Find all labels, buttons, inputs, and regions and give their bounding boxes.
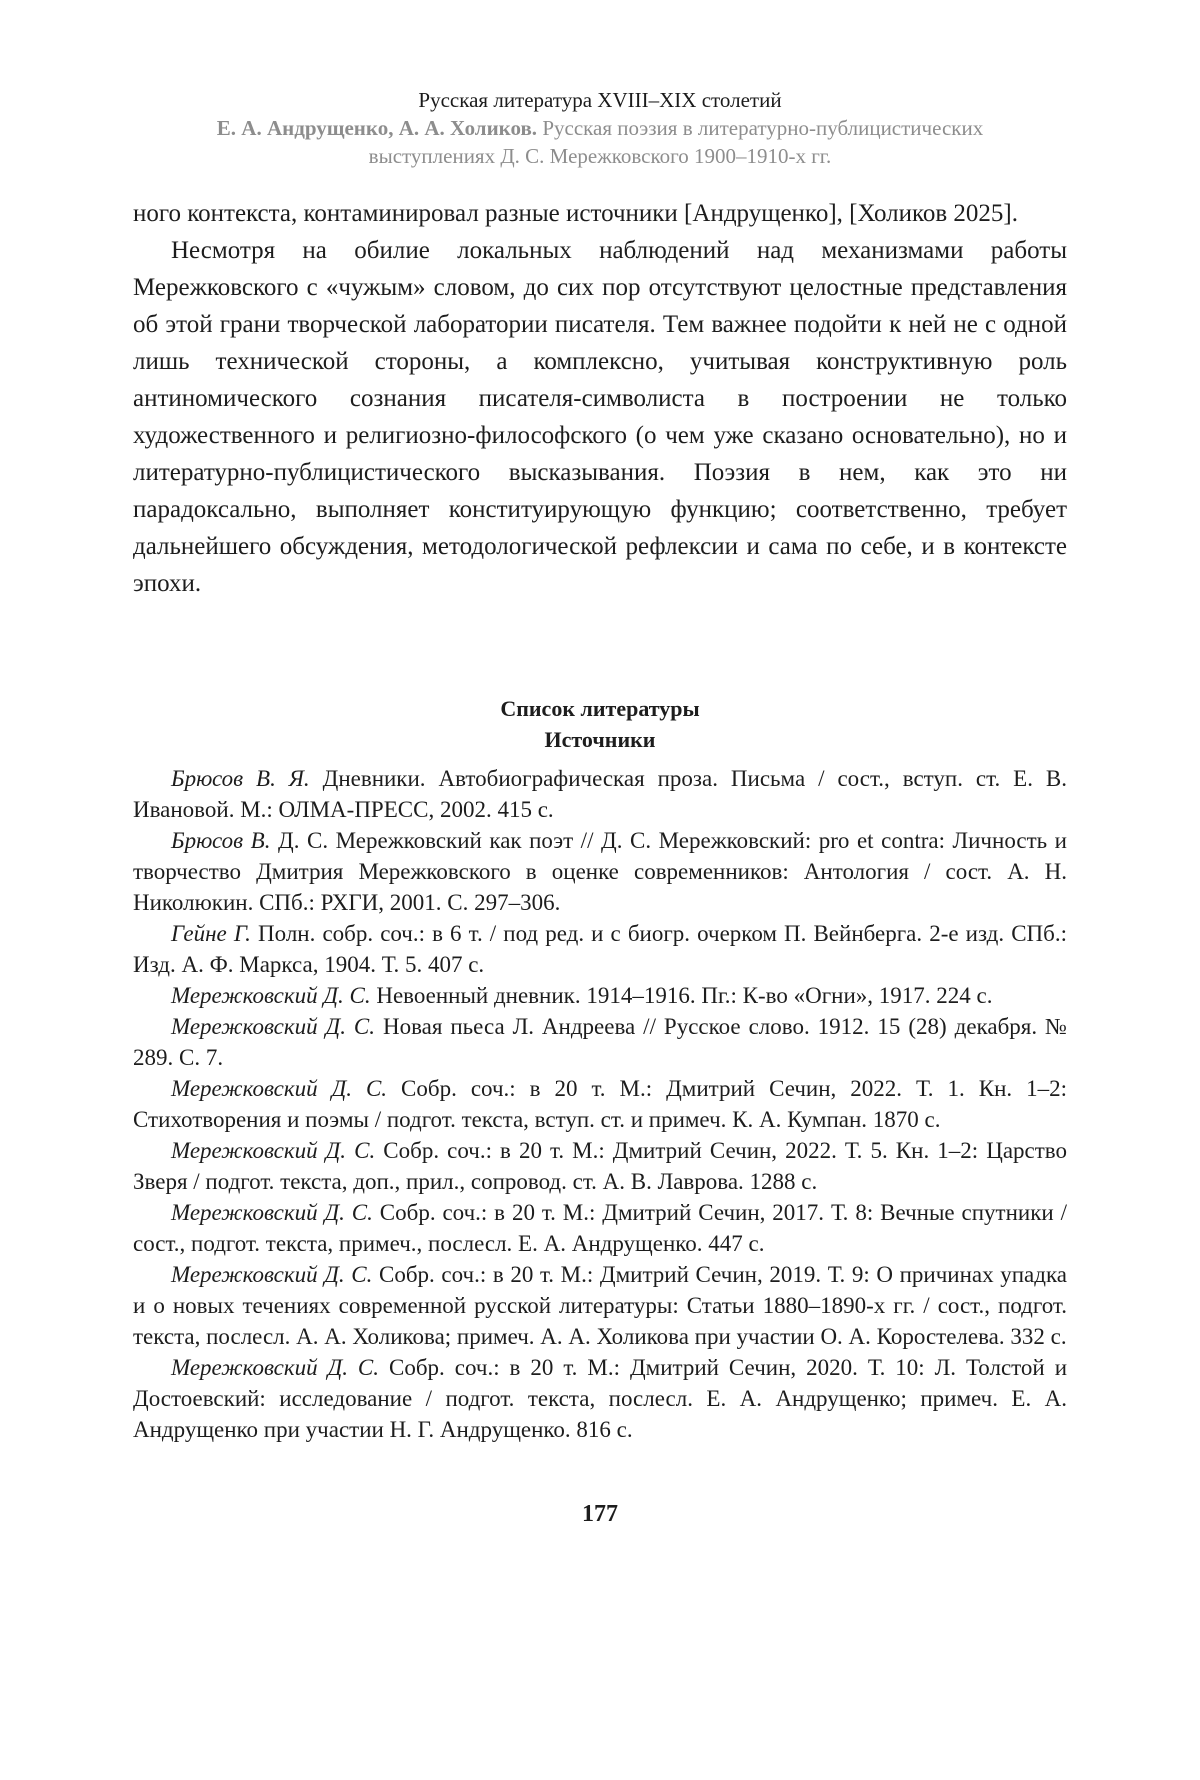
bibliography-item-text: Собр. соч.: в 20 т. М.: Дмитрий Сечин, 2019. Т. 9: О причинах упадка и о новых течениях современной русской литературы: Статьи 1880–1890-х гг. / сост., подгот. текста, послесл. А. А. Холикова; примеч. А. А. Холикова при участии О. А. Коростелева. 332 с.: [133, 1262, 1068, 1349]
bibliography-list: [133, 763, 1067, 1445]
bibliography-item-text: Новая пьеса Л. Андреева // Русское слово. 1912. 15 (28) декабря. № 289. С. 7.: [133, 1014, 1067, 1070]
bibliography-item-author: Гейне Г.: [171, 921, 251, 946]
bibliography-item-text: Дневники. Автобиографическая проза. Письма / сост., вступ. ст. Е. В. Ивановой. М.: ОЛМА-ПРЕСС, 2002. 415 с.: [133, 766, 1067, 822]
bibliography-item-author: Мережковский Д. С.: [171, 1200, 373, 1225]
bibliography-item: [133, 980, 1067, 1011]
header-authors: Е. А. Андрущенко, А. А. Холиков.: [216, 116, 538, 140]
bibliography-item: [133, 1352, 1067, 1445]
header-book-title: Русская литература XVIII–XIX столетий: [418, 88, 782, 112]
header-article-title-part1: Русская поэзия в литературно-публицистических: [537, 116, 984, 140]
bibliography-item-author: Мережковский Д. С.: [171, 1138, 376, 1163]
paragraph-continued: ного контекста, контаминировал разные источники [Андрущенко], [Холиков 2025].: [133, 200, 1018, 227]
page-number: 177: [582, 1501, 618, 1527]
bibliography-item: [133, 1011, 1067, 1073]
bibliography-item: [133, 918, 1067, 980]
bibliography-subsection-title: Источники: [544, 727, 656, 752]
bibliography-item-text: Д. С. Мережковский как поэт // Д. С. Мережковский: pro et contra: Личность и творчество Дмитрия Мережковского в оценке современников: Антология / сост. А. Н. Николюкин. СПб.: РХГИ, 2001. С. 297–306.: [133, 828, 1067, 915]
bibliography-item-text: Полн. собр. соч.: в 6 т. / под ред. и с биогр. очерком П. Вейнберга. 2-е изд. СПб.: Изд. А. Ф. Маркса, 1904. Т. 5. 407 с.: [133, 921, 1067, 977]
bibliography-item-text: Собр. соч.: в 20 т. М.: Дмитрий Сечин, 2022. Т. 5. Кн. 1–2: Царство Зверя / подгот. текста, доп., прил., сопровод. ст. А. В. Лаврова. 1288 с.: [133, 1138, 1068, 1194]
bibliography-item-author: Мережковский Д. С.: [171, 1076, 388, 1101]
bibliography-item-text: Собр. соч.: в 20 т. М.: Дмитрий Сечин, 2022. Т. 1. Кн. 1–2: Стихотворения и поэмы / подгот. текста, вступ. ст. и примеч. К. А. Кумпан. 1870 с.: [133, 1076, 1068, 1132]
bibliography-item-author: Брюсов В.: [171, 828, 271, 853]
article-body: [133, 195, 1067, 1445]
bibliography-item-text: Собр. соч.: в 20 т. М.: Дмитрий Сечин, 2017. Т. 8: Вечные спутники / сост., подгот. текста, примеч., послесл. Е. А. Андрущенко. 447 с.: [133, 1200, 1067, 1256]
header-article-title-part2: выступлениях Д. С. Мережковского 1900–1910-х гг.: [368, 144, 832, 168]
bibliography-item-text: Невоенный дневник. 1914–1916. Пг.: К-во «Огни», 1917. 224 с.: [370, 983, 993, 1008]
paragraph: Несмотря на обилие локальных наблюдений над механизмами работы Мережковского с «чужым» словом, до сих пор отсутствуют целостные представления об этой грани творческой лаборатории писателя. Тем важнее подойти к ней не с одной лишь технической стороны, а комплексно, учитывая конструктивную роль антиномического сознания писателя-символиста в построении не только художественного и религиозно-философского (о чем уже сказано основательно), но и литературно-публицистического высказывания. Поэзия в нем, как это ни парадоксально, выполняет конституирующую функцию; соответственно, требует дальнейшего обсуждения, методологической рефлексии и сама по себе, и в контексте эпохи.: [133, 237, 1067, 597]
bibliography-item-author: Мережковский Д. С.: [171, 1355, 380, 1380]
running-header: [133, 86, 1067, 170]
bibliography-item: [133, 1197, 1067, 1259]
bibliography-item: [133, 825, 1067, 918]
bibliography-item: [133, 1135, 1067, 1197]
bibliography-item-author: Мережковский Д. С.: [171, 1262, 373, 1287]
bibliography-item-text: Собр. соч.: в 20 т. М.: Дмитрий Сечин, 2020. Т. 10: Л. Толстой и Достоевский: исследование / подгот. текста, послесл. Е. А. Андрущенко; примеч. Е. А. Андрущенко при участии Н. Г. Андрущенко. 816 с.: [133, 1355, 1068, 1442]
bibliography-item-author: Мережковский Д. С.: [171, 1014, 375, 1039]
header-article-line1: [133, 114, 1067, 142]
bibliography-section-title: Список литературы: [500, 696, 700, 721]
bibliography-item-author: Мережковский Д. С.: [171, 983, 371, 1008]
bibliography-item: [133, 1259, 1067, 1352]
bibliography-item: [133, 763, 1067, 825]
bibliography-item: [133, 1073, 1067, 1135]
bibliography-item-author: Брюсов В. Я.: [171, 766, 310, 791]
page-footer: [133, 1499, 1067, 1529]
